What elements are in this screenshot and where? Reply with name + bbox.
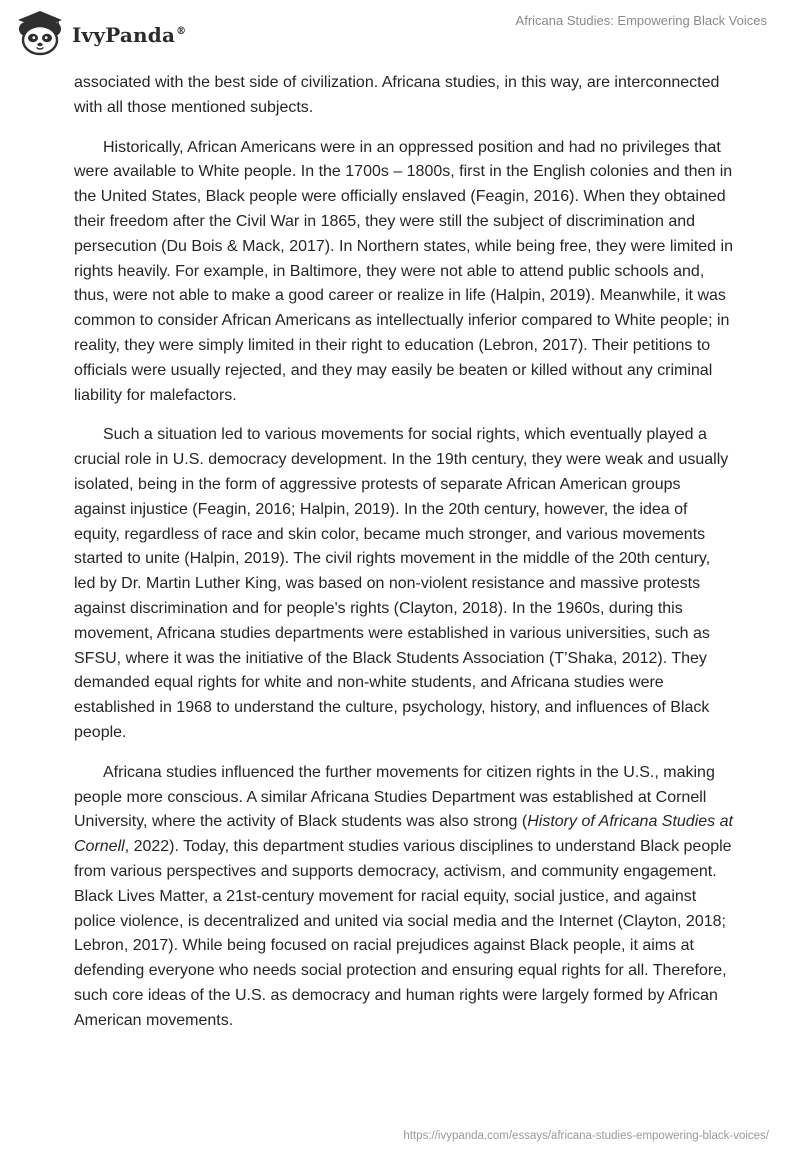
page-url[interactable]: https://ivypanda.com/essays/africana-studies-empowering-black-voices/ <box>403 1130 769 1142</box>
paragraph-4-italic-source: History of Africana Studies at Cornell <box>74 813 733 856</box>
paragraph-3: Such a situation led to various movements for social rights, which eventually played a crucial role in U.S. democracy development. In the 19th century, they were weak and usually isolated, being in the form of aggressive protests of separate African American groups against injustice (Feagin, 2016; Halpin, 2019). In the 20th century, however, the idea of equity, regardless of race and skin color, became much stronger, and various movements started to unite (Halpin, 2019). The civil rights movement in the middle of the 20th century, led by Dr. Martin Luther King, was based on non-violent resistance and massive protests against discrimination and for people's rights (Clayton, 2018). In the 1960s, during this movement, Africana studies departments were established in various universities, such as SFSU, where it was the initiative of the Black Students Association (T’Shaka, 2012). They demanded equal rights for white and non-white students, and Africana studies were established in 1968 to understand the culture, psychology, history, and influences of Black people. <box>74 426 729 741</box>
brand-name <box>72 23 186 47</box>
document-title: Africana Studies: Empowering Black Voices <box>515 13 767 28</box>
paragraph-4-part-2: , 2022). Today, this department studies various disciplines to understand Black people from various perspectives and supports democracy, activism, and community engagement. Black Lives Matter, a 21st-century movement for racial equity, social justice, and against police violence, is decentralized and united via social media and the Internet (Clayton, 2018; Lebron, 2017). While being focused on racial prejudices against Black people, it aims at defending everyone who needs social protection and ensuring equal rights for all. Therefore, such core ideas of the U.S. as democracy and human rights were largely formed by African American movements. <box>74 838 732 1029</box>
brand-name-text: IvyPanda <box>72 23 176 47</box>
paragraph-4 <box>74 761 734 1034</box>
panda-graduate-icon <box>14 9 66 57</box>
paragraph-4-part-1: Africana studies influenced the further movements for citizen rights in the U.S., making people more conscious. A similar Africana Studies Department was established at Cornell University, where the activity of Black students was also strong ( <box>74 763 715 831</box>
paragraph-1: associated with the best side of civilization. Africana studies, in this way, are interconnected with all those mentioned subjects. <box>74 74 720 116</box>
essay-body <box>74 71 734 1048</box>
paragraph-2: Historically, African Americans were in an oppressed position and had no privileges that were available to White people. In the 1700s – 1800s, first in the English colonies and then in the United States, Black people were officially enslaved (Feagin, 2016). When they obtained their freedom after the Civil War in 1865, they were still the subject of discrimination and persecution (Du Bois & Mack, 2017). In Northern states, while being free, they were limited in rights heavily. For example, in Baltimore, they were not able to attend public schools and, thus, were not able to make a good career or realize in life (Halpin, 2019). Meanwhile, it was common to consider African Americans as intellectually inferior compared to White people; in reality, they were simply limited in their right to education (Lebron, 2017). Their petitions to officials were usually rejected, and they may easily be beaten or killed without any criminal liability for malefactors. <box>74 138 733 404</box>
page-header <box>0 0 800 66</box>
registered-mark: ® <box>176 26 187 38</box>
ivypanda-logo[interactable] <box>14 9 186 57</box>
